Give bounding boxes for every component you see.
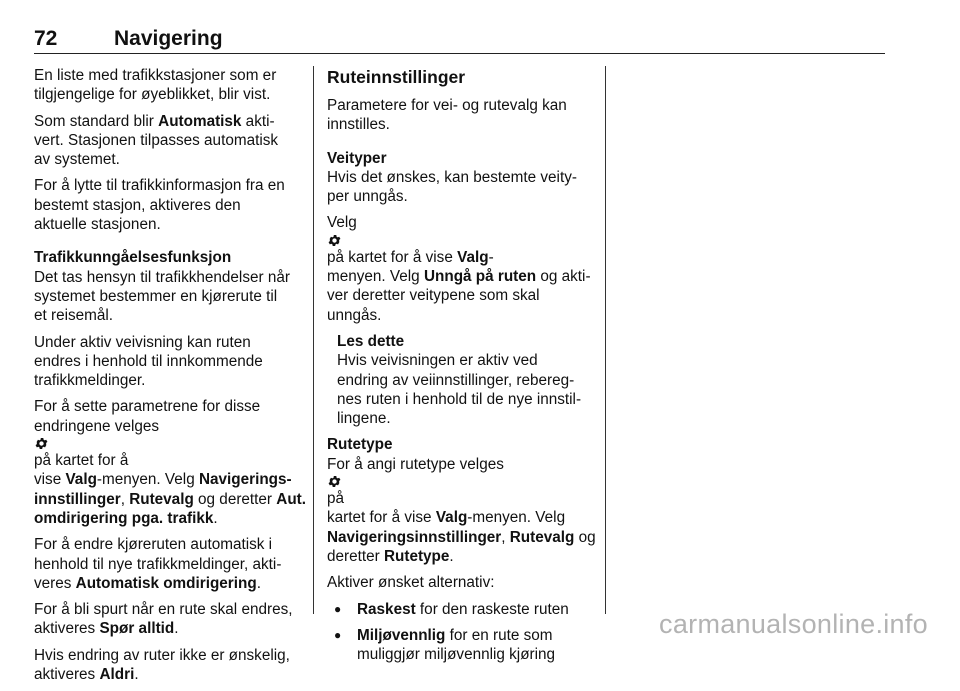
section-trafikkunngaelse: Trafikkunngåelsesfunksjon Det tas hensyn til trafikkhendelser når systemet bestemmer en kjørerute til et reisemål. (34, 248, 302, 325)
options-list (327, 600, 595, 665)
note-heading: Les dette (337, 332, 405, 350)
paragraph: For å bli spurt når en rute skal endres, aktiveres Spør alltid. (34, 601, 293, 638)
paragraph: Under aktiv veivisning kan ruten endres i henhold til innkommende trafikkmeldinger. (34, 333, 263, 390)
page-title: Navigering (114, 27, 223, 50)
section-heading: Ruteinnstillinger (327, 67, 466, 87)
list-item: ● Raskest for den raskeste ruten (327, 600, 595, 619)
page-number: 72 (34, 27, 58, 50)
sub-heading: Rutetype (327, 436, 393, 454)
gear-icon (34, 436, 49, 451)
page-header (34, 27, 885, 54)
paragraph: Parametere for vei- og rutevalg kan innstilles. (327, 97, 567, 134)
middle-column (327, 66, 595, 671)
sub-heading: Trafikkunngåelsesfunksjon (34, 249, 232, 267)
watermark: carmanualsonline.info (659, 609, 928, 639)
gear-icon (327, 474, 342, 489)
note-box: Les dette Hvis veivisningen er aktiv ved endring av veiinnstillinger, rebereg- nes ruten i henhold til de nye innstil- lingene. (337, 332, 595, 428)
section-veityper: Veityper Hvis det ønskes, kan bestemte veity- per unngås. (327, 149, 595, 207)
column-divider (605, 66, 606, 614)
column-divider (313, 66, 314, 614)
paragraph: Velg på kartet for å vise Valg- menyen. Velg Unngå på ruten og akti- ver deretter veitypene som skal unngås. (327, 214, 591, 324)
paragraph: Hvis endring av ruter ikke er ønskelig, aktiveres Aldri. (34, 646, 290, 684)
paragraph: Aktiver ønsket alternativ: (327, 574, 495, 592)
left-column (34, 66, 307, 691)
sub-heading: Veityper (327, 149, 387, 167)
section-rutetype: Rutetype For å angi rutetype velges på kartet for å vise Valg-menyen. Velg Navigeringsinnstillinger, Rutevalg og deretter Rutetype. (327, 436, 596, 565)
list-item: ● Miljøvennlig for en rute som muliggjør miljøvennlig kjøring (327, 626, 595, 665)
paragraph: Som standard blir Automatisk akti- vert. Stasjonen tilpasses automatisk av systemet. (34, 112, 279, 169)
paragraph: For å endre kjøreruten automatisk i henhold til nye trafikkmeldinger, akti- veres Automatisk omdirigering. (34, 536, 282, 592)
gear-icon (327, 233, 342, 248)
paragraph: En liste med trafikkstasjoner som er tilgjengelige for øyeblikket, blir vist. (34, 67, 277, 104)
paragraph: For å sette parametrene for disse endringene velges på kartet for å vise Valg-menyen. Velg Navigerings- innstillinger, Rutevalg og deretter Aut. omdirigering pga. trafikk. (34, 398, 307, 527)
paragraph: For å lytte til trafikkinformasjon fra en bestemt stasjon, aktiveres den aktuelle stasjonen. (34, 177, 285, 234)
